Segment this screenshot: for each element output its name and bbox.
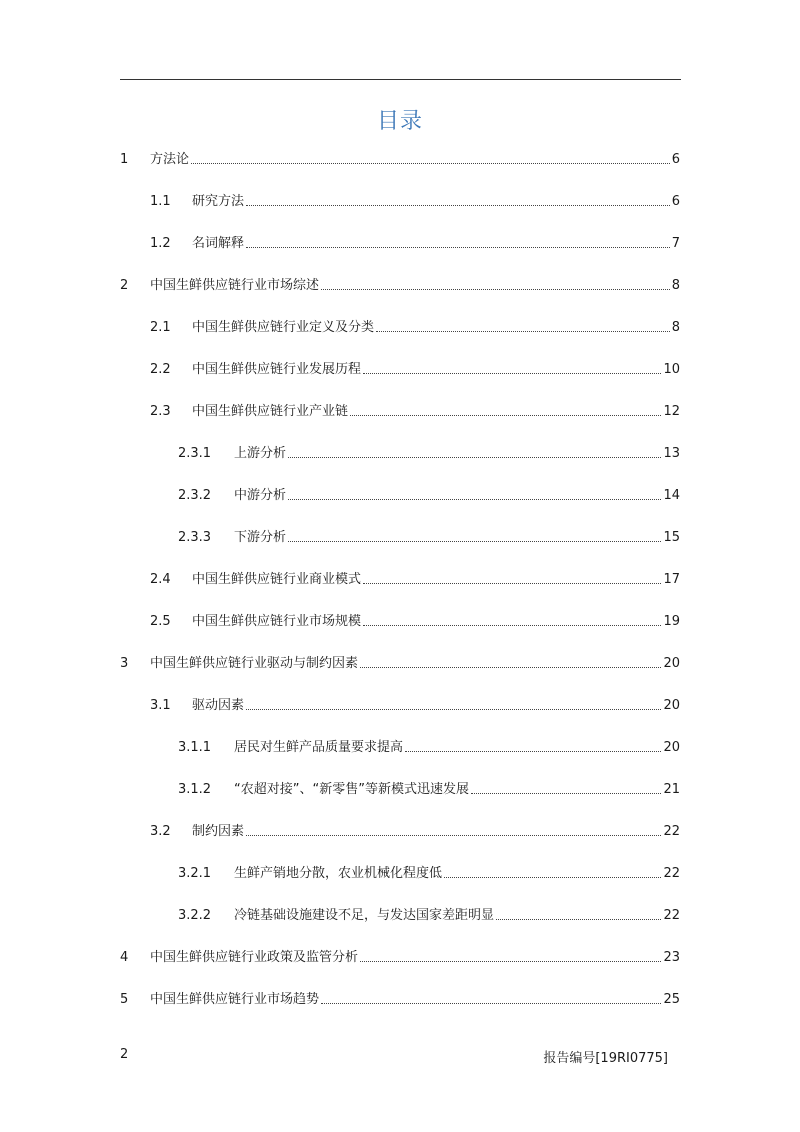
toc-entry[interactable]	[120, 151, 680, 169]
toc-leader	[360, 667, 661, 668]
toc-leader	[321, 1003, 661, 1004]
toc-entry-number: 2.3	[150, 404, 171, 419]
toc-entry-number: 2.5	[150, 614, 171, 629]
toc-entry[interactable]	[178, 781, 680, 799]
toc-leader	[246, 205, 670, 206]
toc-entry-number: 3.1	[150, 698, 171, 713]
toc-entry-title: “农超对接”、“新零售”等新模式迅速发展	[234, 782, 469, 797]
toc-entry[interactable]	[150, 235, 680, 253]
toc-entry-number: 3	[120, 656, 129, 671]
toc-entry-title: 中国生鲜供应链行业市场综述	[150, 278, 320, 293]
toc-entry-number: 3.2.1	[178, 866, 212, 881]
toc-leader	[246, 835, 661, 836]
toc-entry[interactable]	[178, 739, 680, 757]
toc-entry-title: 制约因素	[192, 824, 245, 839]
toc-entry-page: 15	[663, 530, 680, 545]
toc-entry[interactable]	[178, 529, 680, 547]
toc-entry-page: 17	[663, 572, 680, 587]
toc-entry-number: 3.2.2	[178, 908, 212, 923]
toc-entry[interactable]	[178, 907, 680, 925]
toc-entry-number: 2.2	[150, 362, 171, 377]
toc-entry-number: 5	[120, 992, 129, 1007]
toc-entry[interactable]	[150, 613, 680, 631]
toc-entry-title: 上游分析	[234, 446, 287, 461]
toc-entry-page: 12	[663, 404, 680, 419]
toc-entry-title: 方法论	[150, 152, 190, 167]
toc-entry-page: 14	[663, 488, 680, 503]
toc-entry-number: 1	[120, 152, 129, 167]
toc-leader	[288, 541, 661, 542]
footer-page-number: 2	[120, 1047, 129, 1062]
toc-entry[interactable]	[150, 571, 680, 589]
toc-leader	[321, 289, 670, 290]
toc-entry-title: 居民对生鲜产品质量要求提高	[234, 740, 404, 755]
toc-entry-number: 2.3.1	[178, 446, 212, 461]
toc-entry-page: 22	[663, 824, 680, 839]
toc-entry-number: 3.1.2	[178, 782, 212, 797]
toc-entry[interactable]	[178, 445, 680, 463]
toc-entry-title: 研究方法	[192, 194, 245, 209]
toc-entry-number: 2.1	[150, 320, 171, 335]
toc-entry[interactable]	[178, 865, 680, 883]
toc-entry-page: 8	[671, 320, 680, 335]
page-title: 目录	[376, 109, 423, 134]
toc-entry-number: 2.4	[150, 572, 171, 587]
toc-entry-title: 中国生鲜供应链行业市场趋势	[150, 992, 320, 1007]
toc-entry-title: 驱动因素	[192, 698, 245, 713]
toc-entry[interactable]	[150, 319, 680, 337]
toc-entry-title: 下游分析	[234, 530, 287, 545]
toc-entry[interactable]	[178, 487, 680, 505]
toc-entry-title: 冷链基础设施建设不足，与发达国家差距明显	[234, 908, 495, 923]
toc-leader	[363, 625, 661, 626]
toc-entry-title: 中国生鲜供应链行业发展历程	[192, 362, 362, 377]
toc-entry-page: 8	[671, 278, 680, 293]
toc-entry[interactable]	[150, 361, 680, 379]
toc-entry-page: 23	[663, 950, 680, 965]
toc-entry[interactable]	[150, 403, 680, 421]
toc-leader	[363, 583, 661, 584]
toc-entry-number: 4	[120, 950, 129, 965]
toc-entry-title: 中游分析	[234, 488, 287, 503]
footer-report-id: 报告编号[19RI0775]	[543, 1051, 668, 1066]
toc-leader	[405, 751, 661, 752]
toc-leader	[471, 793, 662, 794]
toc-entry-title: 生鲜产销地分散，农业机械化程度低	[234, 866, 443, 881]
toc-entry[interactable]	[150, 823, 680, 841]
toc-leader	[246, 247, 670, 248]
toc-entry-page: 6	[671, 194, 680, 209]
toc-entry-page: 20	[663, 740, 680, 755]
toc-entry-page: 6	[671, 152, 680, 167]
toc-entry[interactable]	[150, 193, 680, 211]
toc-entry-page: 13	[663, 446, 680, 461]
toc-entry-number: 3.1.1	[178, 740, 212, 755]
toc-entry-page: 25	[663, 992, 680, 1007]
toc-entry-page: 22	[663, 866, 680, 881]
toc-entry-title: 中国生鲜供应链行业政策及监管分析	[150, 950, 359, 965]
toc-entry-page: 7	[671, 236, 680, 251]
toc-entry[interactable]	[120, 949, 680, 967]
toc-entry-number: 1.1	[150, 194, 171, 209]
toc-leader	[376, 331, 670, 332]
toc-entry-page: 10	[663, 362, 680, 377]
toc-entry-page: 20	[663, 656, 680, 671]
toc-entry[interactable]	[120, 991, 680, 1009]
toc-leader	[246, 709, 661, 710]
toc-leader	[191, 163, 670, 164]
toc-entry-number: 2.3.3	[178, 530, 212, 545]
toc-entry-title: 中国生鲜供应链行业商业模式	[192, 572, 362, 587]
toc-entry-title: 名词解释	[192, 236, 245, 251]
toc-leader	[288, 499, 661, 500]
toc-leader	[288, 457, 661, 458]
toc-entry-page: 19	[663, 614, 680, 629]
toc-entry-title: 中国生鲜供应链行业产业链	[192, 404, 349, 419]
toc-leader	[360, 961, 661, 962]
toc-entry[interactable]	[120, 277, 680, 295]
toc-entry-title: 中国生鲜供应链行业驱动与制约因素	[150, 656, 359, 671]
toc-entry-page: 20	[663, 698, 680, 713]
toc-entry-title: 中国生鲜供应链行业定义及分类	[192, 320, 375, 335]
toc-entry-number: 1.2	[150, 236, 171, 251]
toc-entry[interactable]	[150, 697, 680, 715]
toc-entry-number: 2.3.2	[178, 488, 212, 503]
toc-entry-title: 中国生鲜供应链行业市场规模	[192, 614, 362, 629]
toc-entry-page: 21	[663, 782, 680, 797]
toc-entry-number: 2	[120, 278, 129, 293]
toc-leader	[363, 373, 661, 374]
toc-leader	[444, 877, 661, 878]
toc-entry[interactable]	[120, 655, 680, 673]
toc-leader	[350, 415, 661, 416]
toc-leader	[496, 919, 661, 920]
toc-entry-number: 3.2	[150, 824, 171, 839]
toc-entry-page: 22	[663, 908, 680, 923]
